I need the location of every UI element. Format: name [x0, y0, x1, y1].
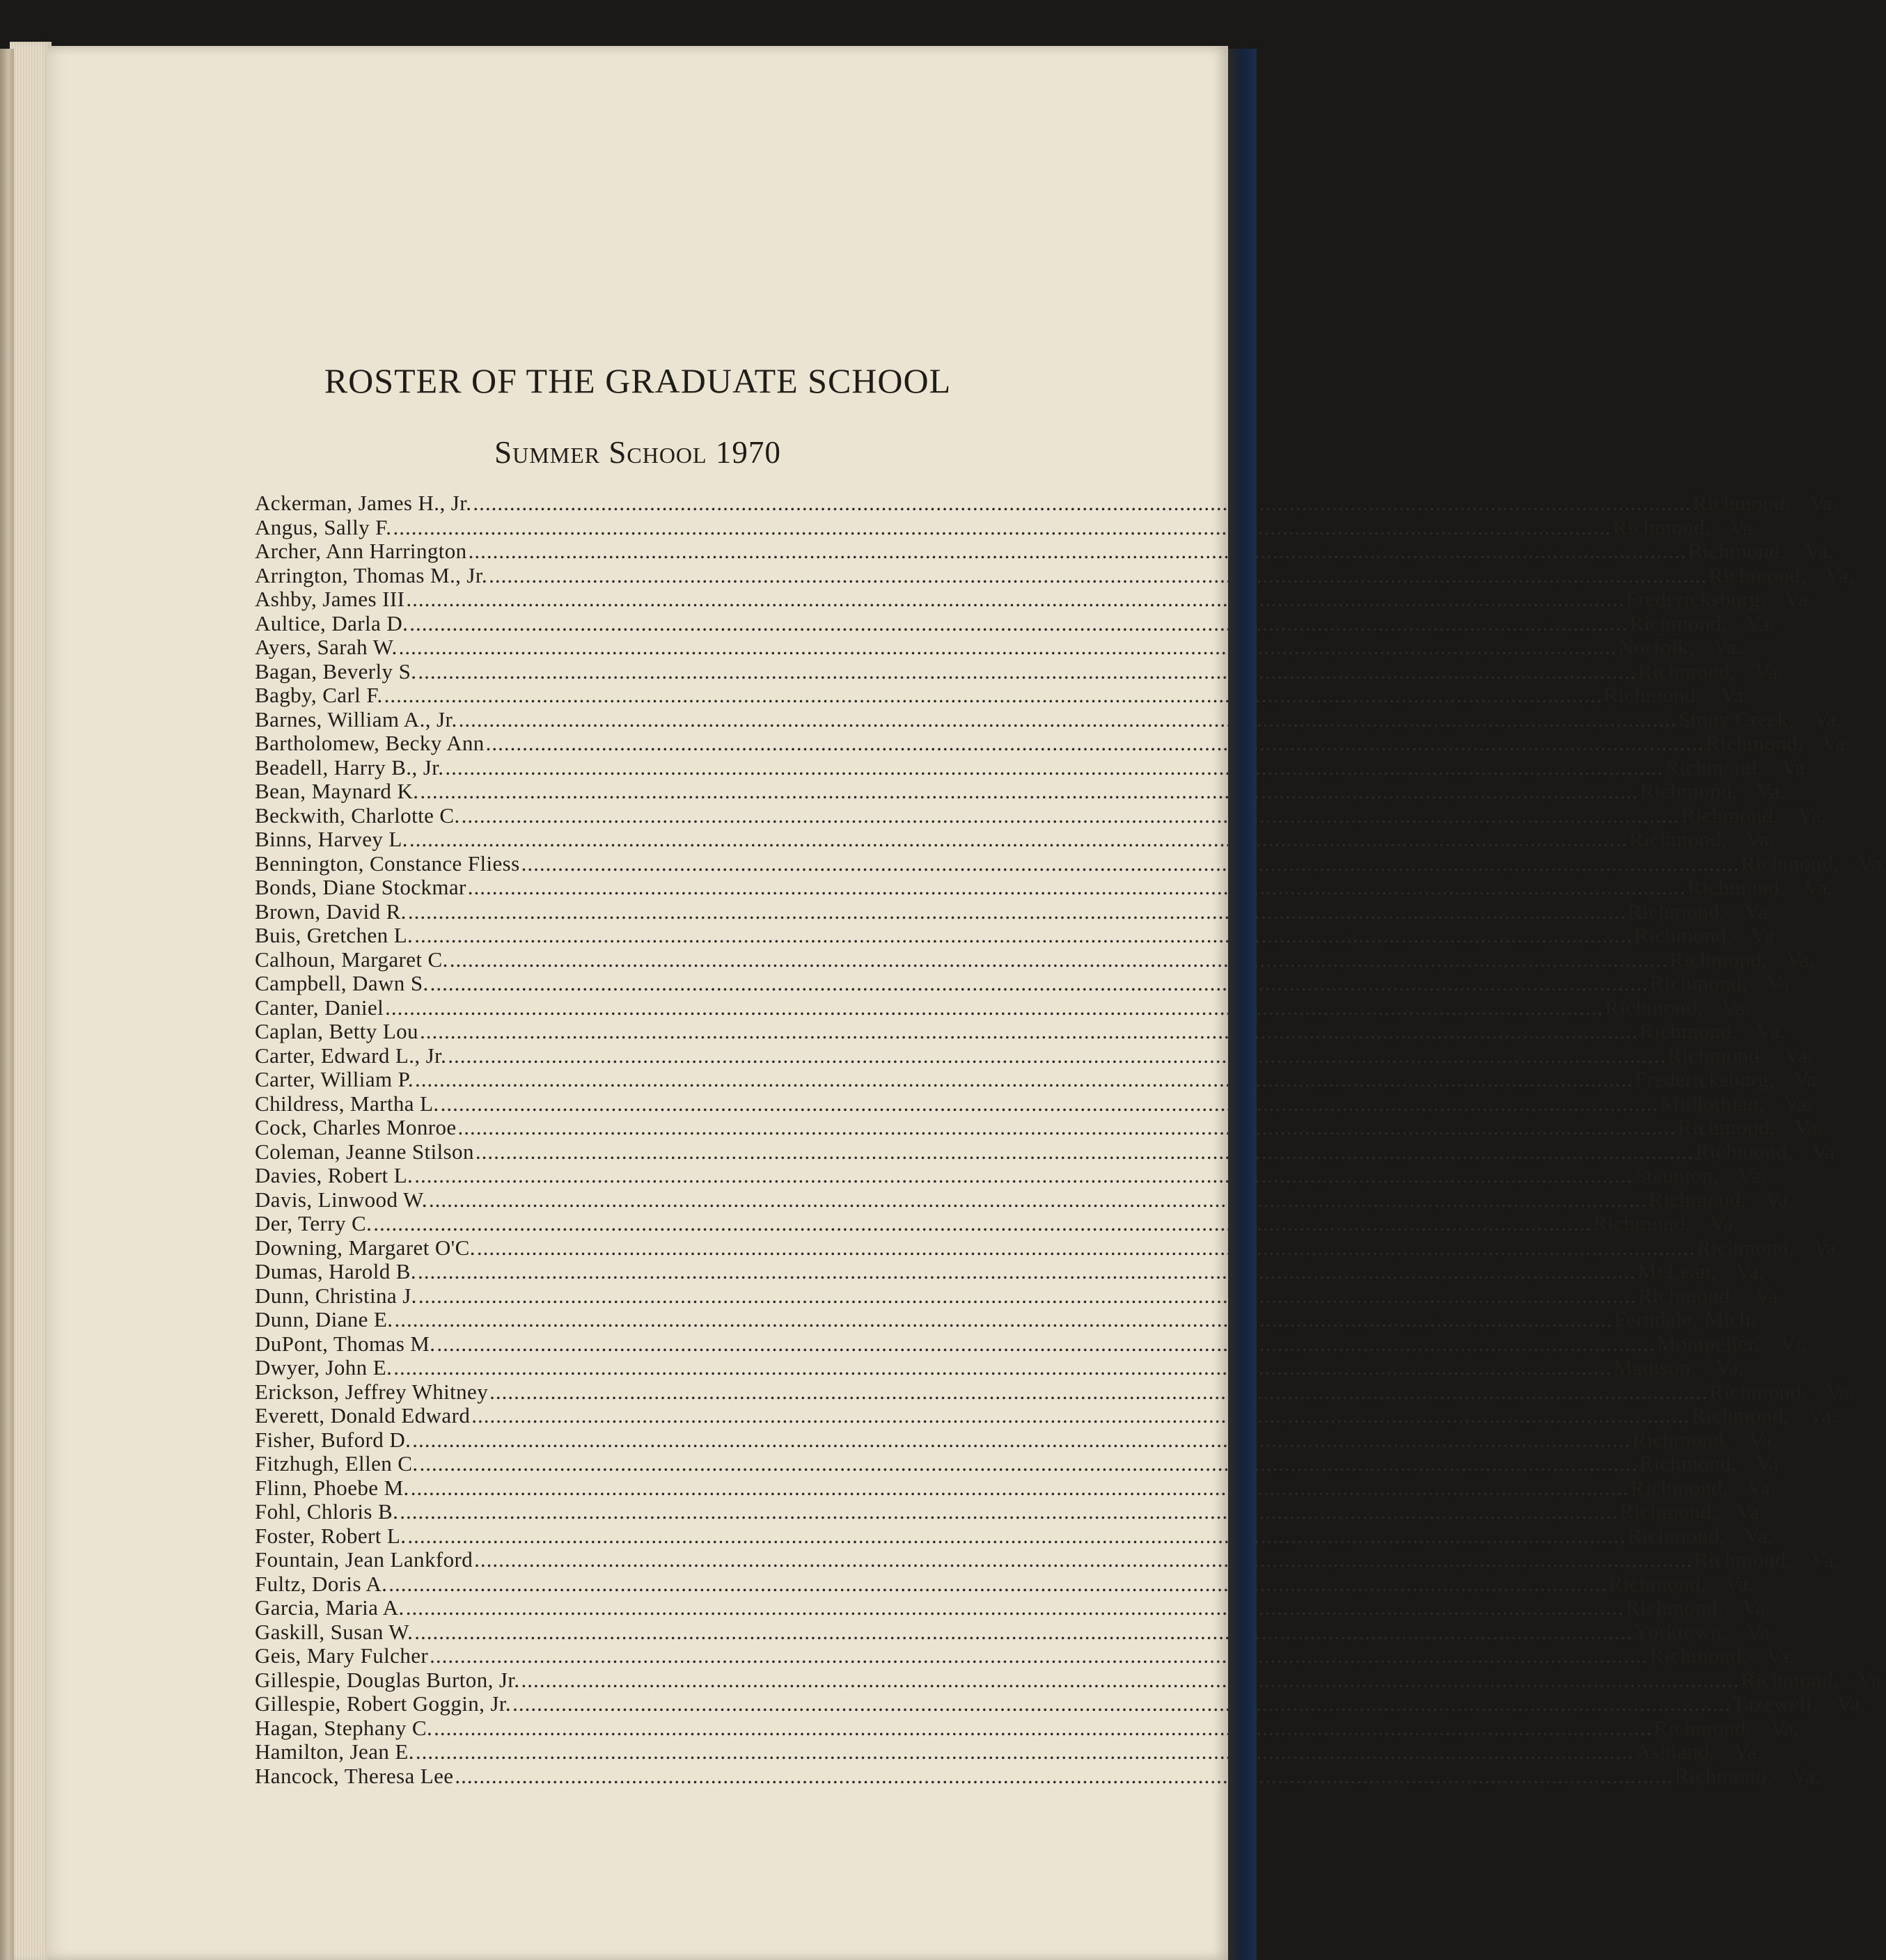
student-name: Ashby, James III	[255, 587, 405, 611]
roster-entry	[255, 1235, 1842, 1260]
hometown-state: Va.	[1720, 683, 1750, 707]
dot-leader	[476, 1140, 1694, 1164]
hometown-city: Richmond,	[1629, 610, 1727, 635]
student-name: Cock, Charles Monroe	[255, 1115, 457, 1139]
hometown-city: Richmond,	[1653, 1715, 1752, 1740]
dot-leader	[473, 491, 1691, 516]
hometown-city: Richmond,	[1691, 1403, 1789, 1428]
student-name: DuPont, Thomas M.	[255, 1331, 436, 1356]
hometown-state: Mich.	[1704, 1307, 1756, 1331]
student-name: Fultz, Doris A.	[255, 1571, 388, 1596]
hometown-state: Vt.	[1780, 1331, 1808, 1356]
student-name: Campbell, Dawn S.	[255, 971, 429, 995]
student-name: Gillespie, Douglas Burton, Jr.	[255, 1667, 520, 1692]
dot-leader	[521, 1668, 1740, 1693]
dot-leader	[407, 1524, 1626, 1549]
hometown-city: Richmond,	[1612, 514, 1711, 539]
dot-leader	[393, 516, 1611, 540]
hometown-city: Richmond,	[1648, 1187, 1747, 1212]
roster-entry	[255, 923, 1779, 948]
student-name: Bonds, Diane Stockmar	[255, 875, 466, 899]
hometown-state: Va.	[1754, 658, 1783, 683]
dot-leader	[384, 683, 1603, 708]
hometown-state: Va.	[1715, 1355, 1744, 1380]
roster-entry	[255, 1259, 1764, 1284]
dot-leader	[406, 1596, 1624, 1620]
student-name: Fohl, Chloris B.	[255, 1499, 399, 1524]
dot-leader	[462, 804, 1680, 828]
hometown-state: Va.	[1837, 1691, 1865, 1716]
roster-entry	[255, 851, 1886, 876]
hometown-state: Va.	[1746, 1619, 1775, 1644]
roster-entry	[255, 1691, 1865, 1716]
student-name: Bean, Maynard K.	[255, 779, 419, 803]
hometown-city: Ferndale,	[1614, 1307, 1698, 1331]
dot-leader	[512, 1692, 1731, 1716]
student-name: Geis, Mary Fulcher	[255, 1643, 429, 1668]
dot-leader	[411, 1476, 1629, 1501]
hometown-state: Va.	[1713, 635, 1742, 659]
hometown-city: Richmond,	[1637, 658, 1736, 683]
student-name: Beckwith, Charlotte C.	[255, 803, 460, 828]
student-name: Aultice, Darla D.	[255, 610, 409, 635]
hometown-city: Richmond,	[1649, 1643, 1747, 1668]
roster-entry	[255, 610, 1775, 636]
hometown-city: Richmond,	[1692, 491, 1791, 515]
dot-leader	[414, 1164, 1633, 1188]
hometown-city: Richmond,	[1630, 1475, 1729, 1500]
dot-leader	[420, 780, 1638, 804]
hometown-city: Richmond,	[1669, 947, 1768, 972]
hometown-state: Va.	[1736, 1259, 1764, 1283]
hometown-city: Richmond,	[1640, 779, 1738, 803]
student-name: Beadell, Harry B., Jr.	[255, 754, 444, 780]
hometown-city: Stony Creek,	[1678, 706, 1795, 732]
hometown-state: Va.	[1805, 539, 1834, 563]
hometown-city: Richmond,	[1705, 731, 1804, 755]
hometown-state: Va.	[1857, 851, 1886, 876]
book-spine-edge	[0, 49, 14, 1960]
roster-entry	[255, 1667, 1886, 1693]
dot-leader	[437, 1332, 1655, 1357]
roster-entry	[255, 658, 1783, 684]
roster-entry	[255, 1115, 1823, 1140]
dot-leader	[469, 539, 1687, 564]
student-name: Childress, Martha L.	[255, 1091, 439, 1116]
hometown-state: Va.	[1744, 1523, 1773, 1548]
hometown-state: Va.	[1784, 1043, 1813, 1068]
hometown-state: Va.	[1809, 491, 1838, 515]
student-name: Arrington, Thomas M., Jr.	[255, 562, 488, 587]
hometown-city: Yorktown,	[1634, 1619, 1728, 1644]
student-name: Canter, Daniel	[255, 995, 384, 1020]
hometown-city: Richmond,	[1593, 1211, 1691, 1235]
dot-leader	[441, 1092, 1659, 1116]
hometown-state: Va.	[1746, 610, 1775, 635]
roster-entry	[255, 971, 1795, 996]
student-name: Fitzhugh, Ellen C.	[255, 1451, 418, 1476]
dot-leader	[418, 1260, 1636, 1284]
roster-entry	[255, 491, 1838, 516]
hometown-city: Richmond,	[1627, 1523, 1725, 1548]
roster-entry	[255, 1451, 1785, 1476]
student-name: Ackerman, James H., Jr.	[255, 491, 472, 515]
roster-entry	[255, 1091, 1812, 1116]
dot-leader	[393, 1356, 1612, 1380]
roster-entry	[255, 683, 1750, 708]
hometown-state: Va.	[1749, 1427, 1777, 1452]
hometown-state: Va.	[1729, 514, 1758, 539]
dot-leader	[399, 635, 1617, 660]
dot-leader	[420, 1452, 1638, 1476]
dot-leader	[414, 1620, 1633, 1645]
student-name: Erickson, Jeffrey Whitney	[255, 1379, 489, 1404]
dot-leader	[408, 900, 1626, 924]
dot-leader	[409, 612, 1628, 636]
roster-entry	[255, 1763, 1820, 1789]
hometown-state: Va.	[1813, 1235, 1842, 1260]
hometown-state: Va.	[1766, 971, 1795, 995]
hometown-state: Va.	[1757, 1019, 1785, 1043]
roster-list	[255, 491, 1886, 1788]
hometown-city: Richmond,	[1740, 1667, 1839, 1692]
dot-leader	[434, 1716, 1652, 1741]
hometown-city: Richmond,	[1688, 539, 1786, 563]
hometown-city: Staunton,	[1634, 1163, 1719, 1187]
roster-entry	[255, 779, 1785, 804]
roster-entry	[255, 754, 1810, 780]
hometown-city: Richmond,	[1625, 1595, 1724, 1620]
hometown-city: Richmond,	[1639, 1019, 1738, 1043]
hometown-state: Va.	[1725, 1571, 1754, 1596]
hometown-city: Richmond,	[1634, 923, 1732, 947]
hometown-state: Va.	[1744, 899, 1773, 924]
hometown-state: Va.	[1747, 1475, 1776, 1500]
roster-entry	[255, 1427, 1777, 1453]
dot-leader	[459, 708, 1677, 732]
roster-entry	[255, 1619, 1775, 1645]
hometown-state: Va.	[1765, 1187, 1794, 1212]
hometown-state: Va.	[1791, 1763, 1820, 1788]
hometown-state: Va.	[1738, 1163, 1766, 1187]
roster-entry	[255, 1211, 1738, 1236]
hometown-city: McLean,	[1637, 1259, 1717, 1283]
hometown-state: Va.	[1756, 1451, 1785, 1476]
student-name: Carter, William P.	[255, 1067, 414, 1091]
roster-entry	[255, 635, 1742, 660]
student-name: Hamilton, Jean E.	[255, 1739, 414, 1764]
student-name: Bartholomew, Becky Ann	[255, 731, 485, 755]
roster-entry	[255, 947, 1815, 972]
roster-entry	[255, 1307, 1756, 1332]
student-name: Hagan, Stephany C.	[255, 1715, 433, 1740]
roster-entry	[255, 1499, 1765, 1524]
student-name: Davis, Linwood W.	[255, 1187, 427, 1212]
hometown-city: Richmond,	[1627, 899, 1726, 924]
hometown-city: Richmond,	[1674, 1763, 1773, 1788]
hometown-state: Va.	[1808, 1403, 1837, 1428]
hometown-city: Richmond,	[1740, 851, 1839, 876]
hometown-city: Richmond,	[1665, 754, 1763, 780]
hometown-city: Richmond,	[1694, 1547, 1792, 1572]
hometown-city: Richmond,	[1677, 1115, 1776, 1139]
hometown-state: Va.	[1811, 1547, 1839, 1572]
dot-leader	[430, 1644, 1648, 1668]
hometown-city: Richmond,	[1637, 1283, 1736, 1308]
dot-leader	[430, 972, 1649, 996]
dot-leader	[406, 587, 1624, 612]
roster-entry	[255, 1547, 1839, 1572]
hometown-state: Va.	[1813, 706, 1842, 732]
hometown-state: Va.	[1794, 1115, 1823, 1139]
dot-leader	[486, 732, 1704, 756]
roster-entry	[255, 1403, 1837, 1428]
hometown-state: Va.	[1722, 995, 1750, 1020]
student-name: Calhoun, Margaret C.	[255, 947, 448, 972]
roster-entry	[255, 899, 1773, 924]
roster-entry	[255, 1067, 1822, 1092]
student-name: Caplan, Betty Lou	[255, 1019, 418, 1043]
student-name: Brown, David R.	[255, 899, 407, 924]
student-name: Everett, Donald Edward	[255, 1403, 471, 1428]
hometown-city: Richmond,	[1667, 1043, 1766, 1068]
hometown-state: Va.	[1857, 1667, 1886, 1692]
roster-entry	[255, 539, 1834, 564]
student-name: Dunn, Christina J.	[255, 1283, 417, 1308]
roster-entry	[255, 1283, 1784, 1309]
roster-entry	[255, 587, 1814, 612]
student-name: Binns, Harvey L.	[255, 827, 408, 851]
roster-entry	[255, 1187, 1794, 1212]
page-edges	[10, 42, 52, 1960]
roster-entry	[255, 1043, 1813, 1068]
hometown-state: Va.	[1784, 587, 1814, 611]
student-name: Der, Terry C.	[255, 1211, 372, 1235]
hometown-city: Richmond,	[1696, 1235, 1795, 1260]
student-name: Flinn, Phoebe M.	[255, 1475, 409, 1500]
student-name: Foster, Robert L.	[255, 1523, 407, 1548]
roster-entry	[255, 1643, 1795, 1668]
roster-entry	[255, 1523, 1773, 1549]
hometown-city: Montpelier,	[1656, 1331, 1761, 1356]
student-name: Fountain, Jean Lankford	[255, 1547, 473, 1572]
hometown-state: Va.	[1782, 754, 1810, 780]
hometown-state: Va.	[1766, 1643, 1795, 1668]
hometown-state: Va.	[1798, 803, 1827, 828]
roster-entry	[255, 1019, 1785, 1044]
dot-leader	[468, 876, 1686, 900]
dot-leader	[489, 1380, 1708, 1405]
hometown-state: Va.	[1812, 1139, 1841, 1164]
student-name: Garcia, Maria A.	[255, 1595, 404, 1620]
hometown-city: Richmond,	[1632, 1427, 1730, 1452]
hometown-city: Fredericksburg,	[1626, 587, 1766, 611]
student-name: Bennington, Constance Fliess	[255, 851, 520, 876]
dot-leader	[414, 924, 1633, 948]
page-subtitle: Summer School 1970	[494, 435, 781, 470]
hometown-state: Va.	[1754, 1283, 1784, 1308]
dot-leader	[448, 1044, 1666, 1068]
student-name: Dunn, Diane E.	[255, 1307, 393, 1331]
hometown-state: Va.	[1822, 731, 1851, 755]
hometown-state: Va.	[1793, 1067, 1822, 1091]
dot-leader	[373, 1212, 1592, 1236]
student-name: Ayers, Sarah W.	[255, 635, 398, 659]
roster-entry	[255, 875, 1833, 900]
hometown-state: Va.	[1786, 947, 1815, 972]
student-name: Gaskill, Susan W.	[255, 1619, 414, 1644]
dot-leader	[418, 1284, 1637, 1309]
dot-leader	[420, 1020, 1638, 1044]
student-name: Gillespie, Robert Goggin, Jr.	[255, 1691, 512, 1716]
dot-leader	[477, 1236, 1695, 1260]
student-name: Angus, Sally F.	[255, 514, 392, 539]
roster-entry	[255, 803, 1827, 828]
student-name: Downing, Margaret O'C.	[255, 1235, 476, 1260]
dot-leader	[412, 1428, 1630, 1453]
roster-entry	[255, 1331, 1808, 1357]
hometown-city: Norfolk,	[1618, 635, 1695, 659]
roster-entry	[255, 706, 1842, 732]
hometown-city: Richmond,	[1605, 995, 1703, 1020]
dot-leader	[455, 1764, 1673, 1789]
hometown-state: Va.	[1757, 779, 1785, 803]
hometown-state: Va.	[1804, 875, 1833, 899]
dot-leader	[388, 1572, 1607, 1597]
hometown-city: Fredericksburg,	[1635, 1067, 1775, 1091]
hometown-city: Richmond,	[1649, 971, 1748, 995]
roster-entry	[255, 1163, 1766, 1188]
hometown-state: Va.	[1751, 923, 1779, 947]
hometown-state: Va.	[1745, 827, 1775, 851]
student-name: Fisher, Buford D.	[255, 1427, 411, 1452]
dot-leader	[471, 1404, 1690, 1428]
hometown-city: Richmond,	[1687, 875, 1786, 899]
hometown-city: Richmond,	[1681, 803, 1779, 828]
hometown-city: Madison,	[1613, 1355, 1697, 1380]
roster-entry	[255, 562, 1854, 588]
student-name: Dwyer, John E.	[255, 1355, 393, 1380]
hometown-city: Richmond,	[1608, 1571, 1706, 1596]
student-name: Bagan, Beverly S.	[255, 658, 417, 683]
book-cover-edge	[1228, 49, 1257, 1960]
student-name: Carter, Edward L., Jr.	[255, 1043, 447, 1068]
dot-leader	[489, 564, 1707, 588]
dot-leader	[394, 1308, 1612, 1332]
book-page	[47, 46, 1886, 1960]
dot-leader	[385, 996, 1603, 1020]
roster-entry	[255, 1355, 1744, 1380]
hometown-state: Va.	[1825, 562, 1854, 587]
roster-entry	[255, 995, 1750, 1020]
roster-entry	[255, 1379, 1855, 1405]
hometown-state: Va.	[1734, 1739, 1763, 1764]
roster-entry	[255, 1475, 1776, 1501]
hometown-state: Va.	[1710, 1211, 1738, 1235]
hometown-city: Richmond,	[1708, 562, 1807, 587]
dot-leader	[474, 1548, 1692, 1572]
page-title: ROSTER OF THE GRADUATE SCHOOL	[324, 361, 952, 400]
hometown-city: Midlothian,	[1660, 1091, 1765, 1116]
hometown-city: Richmond,	[1695, 1139, 1793, 1164]
hometown-city: Richmond,	[1639, 1451, 1738, 1476]
dot-leader	[458, 1116, 1676, 1140]
student-name: Davies, Robert L.	[255, 1163, 414, 1187]
hometown-state: Va.	[1826, 1379, 1855, 1404]
hometown-city: Richmond,	[1628, 827, 1727, 851]
student-name: Dumas, Harold B.	[255, 1259, 416, 1283]
student-name: Bagby, Carl F.	[255, 683, 383, 707]
hometown-city: Richmond,	[1619, 1499, 1718, 1524]
dot-leader	[400, 1500, 1618, 1524]
roster-entry	[255, 514, 1758, 540]
dot-leader	[429, 1188, 1647, 1212]
student-name: Coleman, Jeanne Stilson	[255, 1139, 474, 1164]
roster-entry	[255, 827, 1775, 852]
student-name: Barnes, William A., Jr.	[255, 706, 457, 732]
hometown-state: Va.	[1736, 1499, 1765, 1524]
dot-leader	[445, 756, 1663, 780]
hometown-state: Va.	[1770, 1715, 1799, 1740]
hometown-state: Va.	[1784, 1091, 1812, 1116]
hometown-city: Richmond,	[1603, 683, 1702, 707]
roster-entry	[255, 1595, 1771, 1620]
roster-entry	[255, 1739, 1763, 1764]
hometown-city: Ashland,	[1635, 1739, 1715, 1764]
hometown-city: Tazewell,	[1732, 1691, 1818, 1716]
dot-leader	[416, 1740, 1634, 1764]
student-name: Hancock, Theresa Lee	[255, 1763, 454, 1788]
dot-leader	[450, 948, 1668, 972]
dot-leader	[418, 660, 1636, 684]
dot-leader	[415, 1068, 1633, 1092]
dot-leader	[409, 828, 1628, 852]
student-name: Archer, Ann Harrington	[255, 539, 467, 563]
roster-entry	[255, 1139, 1841, 1164]
roster-entry	[255, 1715, 1799, 1741]
dot-leader	[521, 852, 1740, 876]
hometown-city: Richmond,	[1709, 1379, 1807, 1404]
roster-entry	[255, 731, 1851, 756]
student-name: Buis, Gretchen L.	[255, 923, 414, 947]
roster-entry	[255, 1571, 1754, 1597]
hometown-state: Va.	[1742, 1595, 1771, 1620]
